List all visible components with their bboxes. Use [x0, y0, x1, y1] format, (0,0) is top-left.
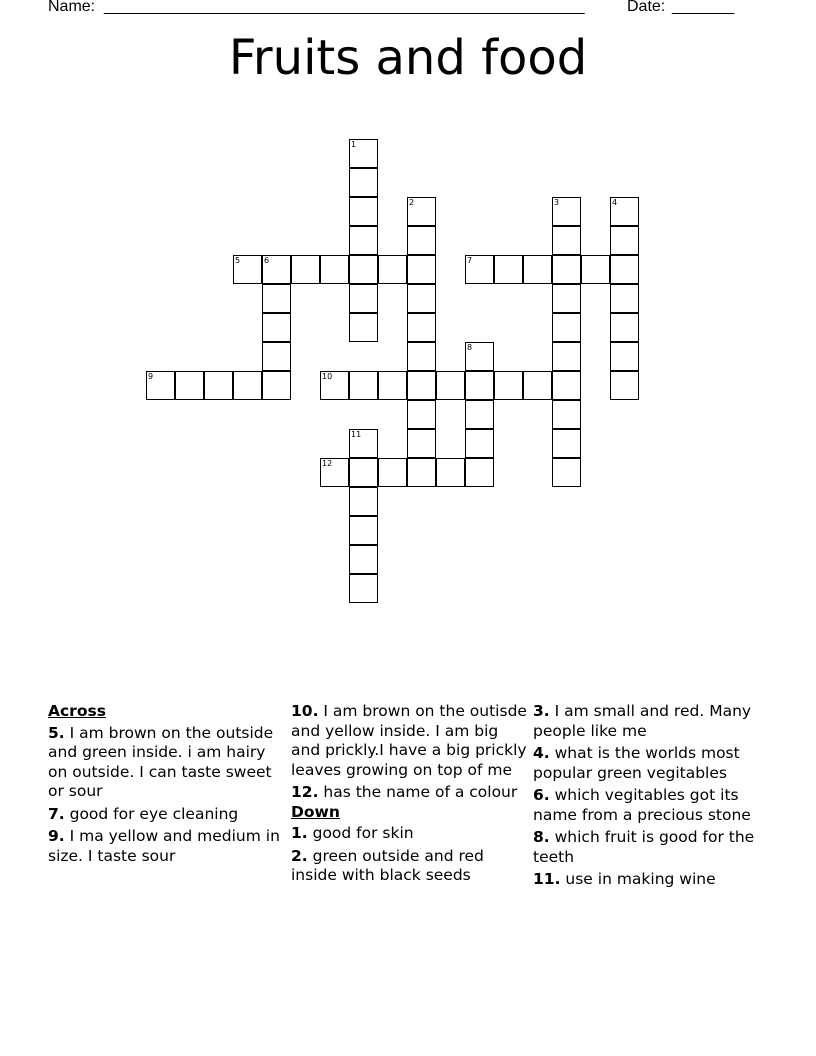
clue-text: I am brown on the outisde and yellow inside. I am big and prickly.I have a big prickly leaves growing on top of me: [291, 702, 527, 779]
cell-number: 2: [409, 198, 415, 207]
grid-cell[interactable]: [465, 429, 494, 458]
clue-number: 11.: [533, 870, 561, 888]
clue-down-4: [533, 744, 769, 783]
clue-number: 12.: [291, 783, 319, 801]
grid-cell[interactable]: [407, 400, 436, 429]
clue-down-1: [291, 824, 527, 844]
grid-cell[interactable]: [610, 255, 639, 284]
clue-across-10: [291, 702, 527, 780]
clue-text: I am small and red. Many people like me: [533, 702, 752, 740]
grid-cell[interactable]: [378, 458, 407, 487]
name-field[interactable]: ______________________________________________________: [104, 0, 585, 15]
grid-cell[interactable]: [349, 139, 378, 168]
clue-number: 9.: [48, 827, 65, 845]
clue-across-7: [48, 805, 284, 825]
clue-text: use in making wine: [560, 870, 716, 888]
grid-cell[interactable]: [175, 371, 204, 400]
clue-across-9: [48, 827, 284, 866]
grid-cell[interactable]: [233, 371, 262, 400]
grid-cell[interactable]: [262, 371, 291, 400]
grid-cell[interactable]: [610, 313, 639, 342]
cell-number: 11: [351, 430, 362, 439]
grid-cell[interactable]: [407, 226, 436, 255]
grid-cell[interactable]: [262, 313, 291, 342]
clue-down-11: [533, 870, 769, 890]
grid-cell[interactable]: [552, 400, 581, 429]
clue-text: green outside and red inside with black seeds: [291, 846, 484, 884]
grid-cell[interactable]: [349, 516, 378, 545]
grid-cell[interactable]: [233, 255, 262, 284]
grid-cell[interactable]: [349, 574, 378, 603]
page-title: Fruits and food: [228, 30, 588, 86]
date-field[interactable]: _______: [672, 0, 735, 15]
grid-cell[interactable]: [581, 255, 610, 284]
name-label: Name:: [48, 0, 96, 15]
grid-cell[interactable]: [494, 371, 523, 400]
cell-number: 7: [467, 256, 473, 265]
cell-number: 9: [148, 372, 154, 381]
clues-column-1: [48, 702, 284, 869]
clue-number: 1.: [291, 824, 308, 842]
grid-cell[interactable]: [349, 168, 378, 197]
down-heading: Down: [291, 802, 340, 821]
cell-number: 8: [467, 343, 473, 352]
clue-across-12: [291, 783, 527, 803]
grid-cell[interactable]: [349, 255, 378, 284]
grid-cell[interactable]: [349, 429, 378, 458]
grid-cell[interactable]: [320, 458, 349, 487]
cell-number: 5: [235, 256, 241, 265]
clue-number: 10.: [291, 702, 319, 720]
clue-down-3: [533, 702, 769, 741]
across-heading: Across: [48, 702, 106, 720]
grid-cell[interactable]: [610, 371, 639, 400]
clue-number: 2.: [291, 846, 308, 865]
clue-text: which fruit is good for the teeth: [533, 828, 755, 866]
grid-cell[interactable]: [436, 371, 465, 400]
cell-number: 1: [351, 140, 357, 149]
clues-column-2: [291, 702, 527, 889]
grid-cell[interactable]: [262, 255, 291, 284]
grid-cell[interactable]: [552, 458, 581, 487]
grid-cell[interactable]: [465, 342, 494, 371]
clue-number: 7.: [48, 804, 65, 823]
clue-number: 8.: [533, 828, 550, 846]
clue-text: which vegitables got its name from a precious stone: [533, 786, 751, 824]
grid-cell[interactable]: [552, 342, 581, 371]
grid-cell[interactable]: [349, 458, 378, 487]
clue-across-5: [48, 724, 284, 802]
grid-cell[interactable]: [610, 226, 639, 255]
grid-cell[interactable]: [552, 313, 581, 342]
grid-cell[interactable]: [552, 226, 581, 255]
grid-cell[interactable]: [407, 371, 436, 400]
grid-cell[interactable]: [494, 255, 523, 284]
grid-cell[interactable]: [407, 197, 436, 226]
grid-cell[interactable]: [349, 371, 378, 400]
grid-cell[interactable]: [320, 371, 349, 400]
cell-number: 4: [612, 198, 618, 207]
grid-cell[interactable]: [610, 284, 639, 313]
grid-cell[interactable]: [146, 371, 175, 400]
grid-cell[interactable]: [204, 371, 233, 400]
clue-number: 4.: [533, 744, 550, 762]
cell-number: 6: [264, 256, 270, 265]
grid-cell[interactable]: [552, 284, 581, 313]
grid-cell[interactable]: [349, 313, 378, 342]
grid-cell[interactable]: [349, 487, 378, 516]
grid-cell[interactable]: [552, 429, 581, 458]
grid-cell[interactable]: [349, 545, 378, 574]
grid-cell[interactable]: [407, 284, 436, 313]
cell-number: 3: [554, 198, 560, 207]
grid-cell[interactable]: [610, 342, 639, 371]
grid-cell[interactable]: [407, 313, 436, 342]
grid-cell[interactable]: [262, 342, 291, 371]
clue-text: good for skin: [307, 824, 414, 842]
grid-cell[interactable]: [465, 400, 494, 429]
clue-text: good for eye cleaning: [64, 804, 239, 823]
grid-cell[interactable]: [349, 284, 378, 313]
clue-down-8: [533, 828, 769, 867]
grid-cell[interactable]: [610, 197, 639, 226]
grid-cell[interactable]: [552, 255, 581, 284]
grid-cell[interactable]: [407, 458, 436, 487]
grid-cell[interactable]: [523, 371, 552, 400]
clue-down-2: [291, 847, 527, 886]
clue-number: 6.: [533, 786, 550, 804]
grid-cell[interactable]: [407, 255, 436, 284]
grid-cell[interactable]: [349, 197, 378, 226]
grid-cell[interactable]: [465, 255, 494, 284]
clue-text: has the name of a colour: [318, 783, 518, 801]
grid-cell[interactable]: [436, 458, 465, 487]
grid-cell[interactable]: [407, 342, 436, 371]
grid-cell[interactable]: [262, 284, 291, 313]
grid-cell[interactable]: [378, 371, 407, 400]
clue-number: 3.: [533, 702, 550, 720]
clue-number: 5.: [48, 723, 65, 742]
clue-text: I ma yellow and medium in size. I taste sour: [48, 827, 280, 865]
grid-cell[interactable]: [320, 255, 349, 284]
grid-cell[interactable]: [465, 458, 494, 487]
clue-text: I am brown on the outside and green inside. i am hairy on outside. I can taste sweet or sour: [48, 723, 274, 800]
cell-number: 10: [322, 372, 333, 381]
grid-cell[interactable]: [349, 226, 378, 255]
grid-cell[interactable]: [523, 255, 552, 284]
clue-text: what is the worlds most popular green vegitables: [533, 744, 740, 782]
grid-cell[interactable]: [407, 429, 436, 458]
clues-column-3: [533, 702, 769, 893]
grid-cell[interactable]: [552, 371, 581, 400]
clue-down-6: [533, 786, 769, 825]
grid-cell[interactable]: [378, 255, 407, 284]
grid-cell[interactable]: [552, 197, 581, 226]
date-label: Date:: [627, 0, 666, 15]
grid-cell[interactable]: [465, 371, 494, 400]
cell-number: 12: [322, 459, 333, 468]
grid-cell[interactable]: [291, 255, 320, 284]
